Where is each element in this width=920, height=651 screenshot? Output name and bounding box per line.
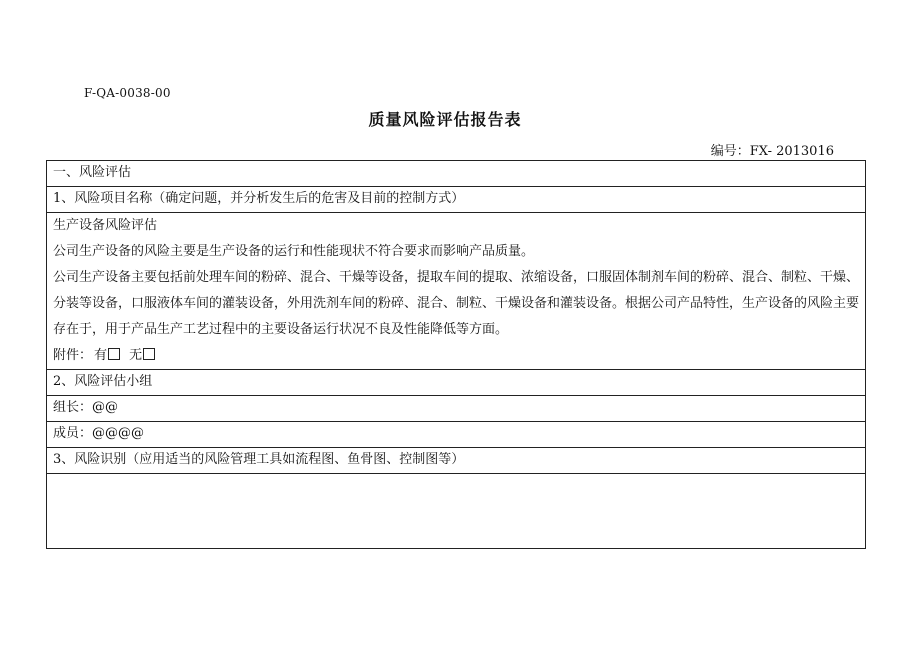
risk-subject: 生产设备风险评估 (53, 218, 158, 233)
document-title: 质量风险评估报告表 (368, 110, 522, 129)
item2-heading-row (47, 370, 865, 396)
risk-content-block (47, 213, 865, 370)
document-code: F-QA-0038-00 (84, 86, 171, 100)
attachment-yes-checkbox[interactable] (108, 348, 120, 360)
section1-heading-row (47, 161, 865, 187)
members-row (47, 422, 865, 448)
risk-report-table (46, 160, 866, 549)
attachment-no-label: 无 (129, 348, 143, 363)
attachment-line (53, 343, 859, 369)
attachment-yes-label: 有 (94, 348, 108, 363)
item3-heading: 3、风险识别（应用适当的风险管理工具如流程图、鱼骨图、控制图等） (53, 452, 465, 467)
item2-heading: 2、风险评估小组 (53, 374, 153, 389)
attachment-label: 附件： (53, 348, 93, 363)
item1-heading-row (47, 187, 865, 213)
leader-row (47, 396, 865, 422)
risk-paragraph-2-line-3: 存在于，用于产品生产工艺过程中的主要设备运行状况不良及性能降低等方面。 (53, 322, 509, 337)
item1-heading: 1、风险项目名称（确定问题，并分析发生后的危害及目前的控制方式） (53, 191, 465, 206)
item3-heading-row (47, 448, 865, 474)
risk-paragraph-2-line-2: 分装等设备，口服液体车间的灌装设备，外用洗剂车间的粉碎、混合、制粒、干燥设备和灌装设备。根据公司产品特性，生产设备的风险主要 (53, 296, 860, 311)
members-value: @@@@ (92, 426, 145, 441)
attachment-no-checkbox[interactable] (143, 348, 155, 360)
document-number-label: 编号： (710, 144, 750, 159)
document-number (711, 140, 834, 159)
leader-value: @@ (92, 400, 119, 415)
leader-label: 组长： (53, 400, 93, 415)
document-number-value: FX- 2013016 (749, 144, 834, 159)
members-label: 成员： (53, 426, 93, 441)
risk-paragraph-1: 公司生产设备的风险主要是生产设备的运行和性能现状不符合要求而影响产品质量。 (53, 244, 535, 259)
risk-paragraph-2-line-1: 公司生产设备主要包括前处理车间的粉碎、混合、干燥等设备，提取车间的提取、浓缩设备，口服固体制剂车间的粉碎、混合、制粒、干燥、 (53, 270, 860, 285)
risk-identification-area[interactable] (47, 474, 865, 548)
section1-heading: 一、风险评估 (53, 165, 132, 180)
